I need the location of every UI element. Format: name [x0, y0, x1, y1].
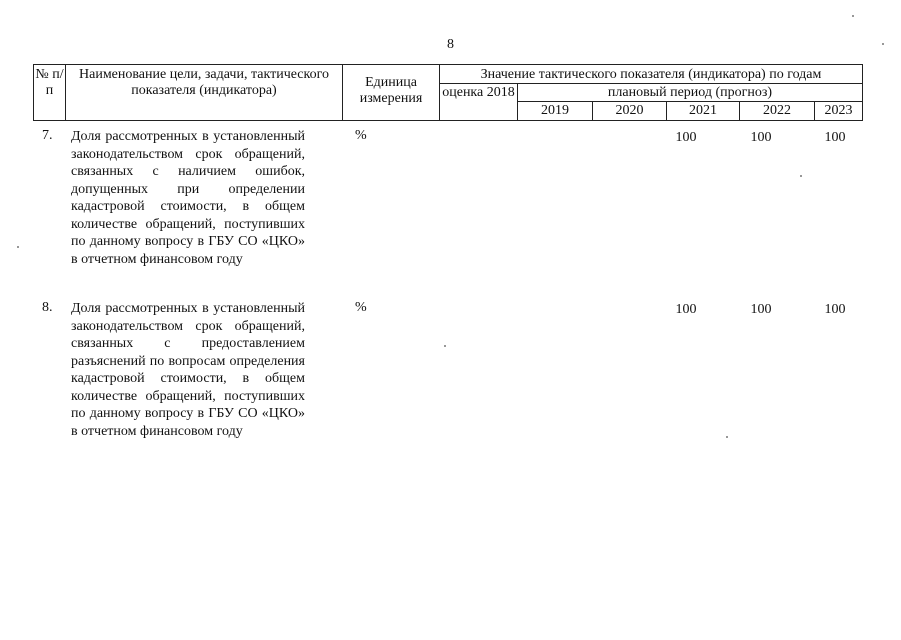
table-header [33, 64, 863, 121]
header-year-2021: 2021 [667, 102, 740, 120]
header-name: Наименование цели, задачи, тактического показателя (индикатора) [66, 65, 343, 120]
header-year-2020: 2020 [593, 102, 667, 120]
header-number: № п/п [34, 65, 66, 120]
row-value-2023: 100 [824, 302, 846, 317]
header-year-2023: 2023 [824, 103, 853, 118]
header-values-by-year: Значение тактического показателя (индикатора) по годам [440, 65, 862, 84]
page-number: 8 [447, 37, 454, 52]
scan-speck [852, 15, 854, 17]
row-number: 7. [42, 128, 53, 143]
header-unit: Единица измерения [343, 65, 440, 120]
scan-speck [726, 436, 728, 438]
row-number: 8. [42, 300, 53, 315]
scan-speck [444, 345, 446, 347]
row-unit: % [355, 128, 367, 143]
scan-speck [800, 175, 802, 177]
row-value-2022: 100 [750, 302, 772, 317]
row-indicator-name: Доля рассмотренных в установленный законодательством срок обращений, связанных с предоставлением разъяснений по вопросам определения кадастровой стоимости, в общем количестве обращений, поступивших по данному вопросу в ГБУ СО «ЦКО» в отчетном финансовом году [71, 301, 305, 439]
row-value-2023: 100 [824, 130, 846, 145]
row-value-2021: 100 [675, 302, 697, 317]
row-value-2022: 100 [750, 130, 772, 145]
row-indicator-name: Доля рассмотренных в установленный законодательством срок обращений, связанных с наличием ошибок, допущенных при определении кадастровой стоимости, в общем количестве обращений, поступивших по данному вопросу в ГБУ СО «ЦКО» в отчетном финансовом году [71, 129, 305, 267]
header-estimate-2018: оценка 2018 [440, 84, 518, 120]
scan-speck [17, 246, 19, 248]
row-value-2021: 100 [675, 130, 697, 145]
row-unit: % [355, 300, 367, 315]
header-year-2019: 2019 [518, 102, 593, 120]
scan-speck [882, 43, 884, 45]
header-year-2022: 2022 [740, 102, 815, 120]
header-plan-period: плановый период (прогноз) [518, 84, 862, 102]
